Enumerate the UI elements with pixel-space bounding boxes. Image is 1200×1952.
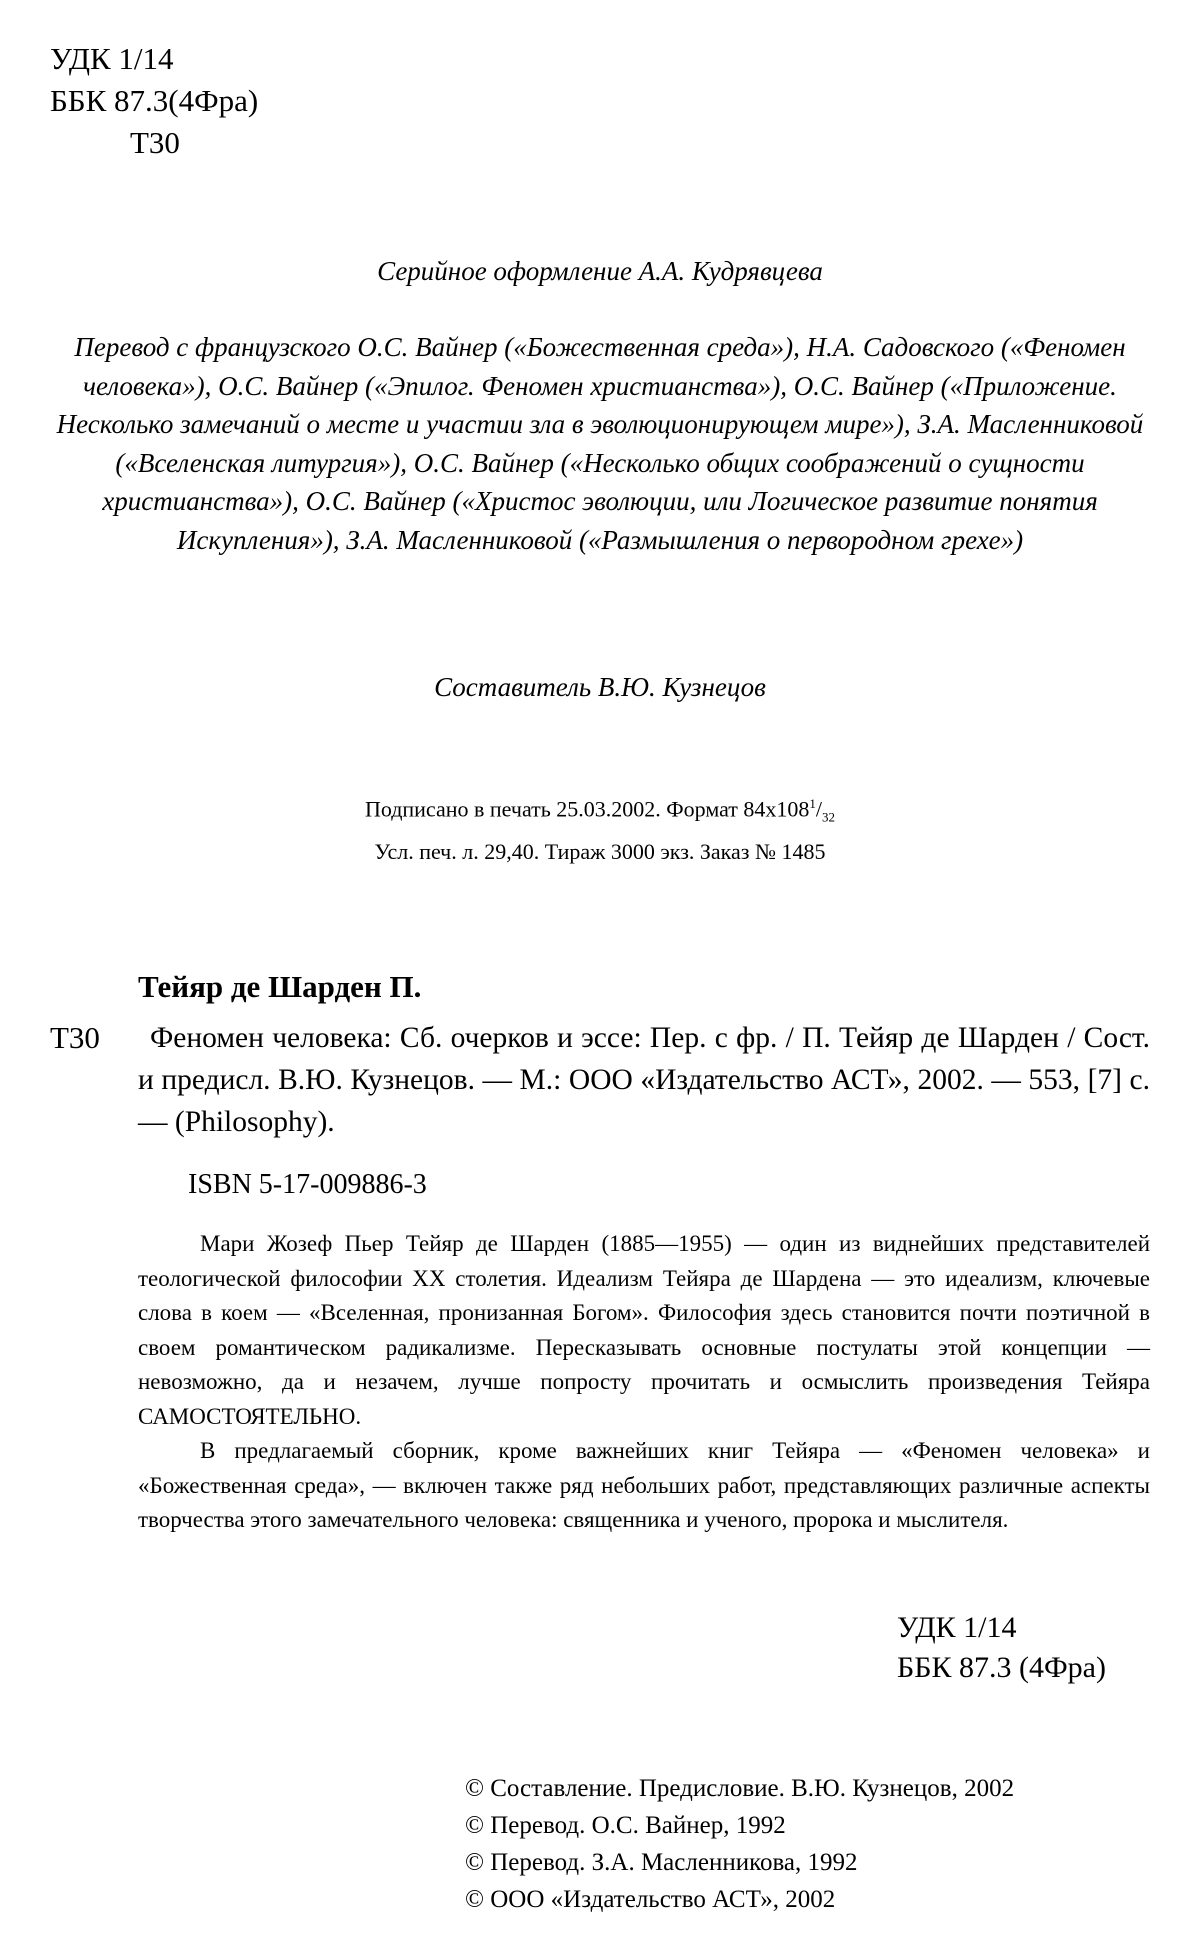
copyright-line: © Составление. Предисловие. В.Ю. Кузнецов, 2002 <box>465 1770 1014 1807</box>
compiler-credit: Составитель В.Ю. Кузнецов <box>55 668 1145 707</box>
print-info <box>60 787 1140 869</box>
copyright-block <box>465 1770 1014 1918</box>
copyright-line: © Перевод. О.С. Вайнер, 1992 <box>465 1807 1014 1844</box>
format-fraction-denominator: 32 <box>822 810 835 825</box>
copyright-line: © Перевод. З.А. Масленникова, 1992 <box>465 1844 1014 1881</box>
abstract <box>138 1227 1150 1538</box>
classification-codes <box>50 38 258 164</box>
bibliography-author-mark: Т30 <box>50 1017 100 1059</box>
copyright-line: © ООО «Издательство АСТ», 2002 <box>465 1881 1014 1918</box>
format-fraction-numerator: 1 <box>809 796 816 811</box>
footer-udk-code: УДК 1/14 <box>897 1608 1106 1648</box>
print-signed-format: Подписано в печать 25.03.2002. Формат 84x1081/32 <box>60 787 1140 835</box>
bibliography-description: Феномен человека: Сб. очерков и эссе: Пер. с фр. / П. Тейяр де Шарден / Сост. и предисл. В.Ю. Кузнецов. — М.: ООО «Издательство АСТ», 2002. — 553, [7] с. — (Philosophy). <box>138 1017 1150 1143</box>
bibliography-author: Тейяр де Шарден П. <box>138 967 421 1007</box>
bbk-code: ББК 87.3(4Фра) <box>50 80 258 122</box>
footer-bbk-code: ББК 87.3 (4Фра) <box>897 1648 1106 1688</box>
series-design-credit: Серийное оформление А.А. Кудрявцева <box>55 252 1145 291</box>
abstract-paragraph-1: Мари Жозеф Пьер Тейяр де Шарден (1885—1955) — один из виднейших представителей теологической философии XX столетия. Идеализм Тейяра де Шардена — это идеализм, ключевые слова в коем — «Вселенная, пронизанная Богом». Философия здесь становится почти поэтичной в своем романтическом радикализме. Пересказывать основные постулаты этой концепции — невозможно, да и незачем, лучше попросту прочитать и осмыслить произведения Тейяра САМОСТОЯТЕЛЬНО. <box>138 1227 1150 1434</box>
abstract-paragraph-2: В предлагаемый сборник, кроме важнейших книг Тейяра — «Феномен человека» и «Божественная среда», — включен также ряд небольших работ, представляющих различные аспекты творчества этого замечательного человека: священника и ученого, пророка и мыслителя. <box>138 1434 1150 1538</box>
udk-code: УДК 1/14 <box>50 38 258 80</box>
footer-classification-codes <box>897 1608 1106 1688</box>
author-mark: Т30 <box>50 122 258 164</box>
print-signed-text: Подписано в печать 25.03.2002. Формат 84x108 <box>365 796 809 821</box>
isbn: ISBN 5-17-009886-3 <box>188 1165 427 1205</box>
print-run-info: Усл. печ. л. 29,40. Тираж 3000 экз. Заказ № 1485 <box>60 835 1140 869</box>
translation-credits: Перевод с французского О.С. Вайнер («Божественная среда»), Н.А. Садовского («Феномен человека»), О.С. Вайнер («Эпилог. Феномен христианства»), О.С. Вайнер («Приложение. Несколько замечаний о месте и участии зла в эволюционирующем мире»), З.А. Масленниковой («Вселенская литургия»), О.С. Вайнер («Несколько общих соображений о сущности христианства»), О.С. Вайнер («Христос эволюции, или Логическое развитие понятия Искупления»), З.А. Масленниковой («Размышления о первородном грехе») <box>55 328 1145 559</box>
